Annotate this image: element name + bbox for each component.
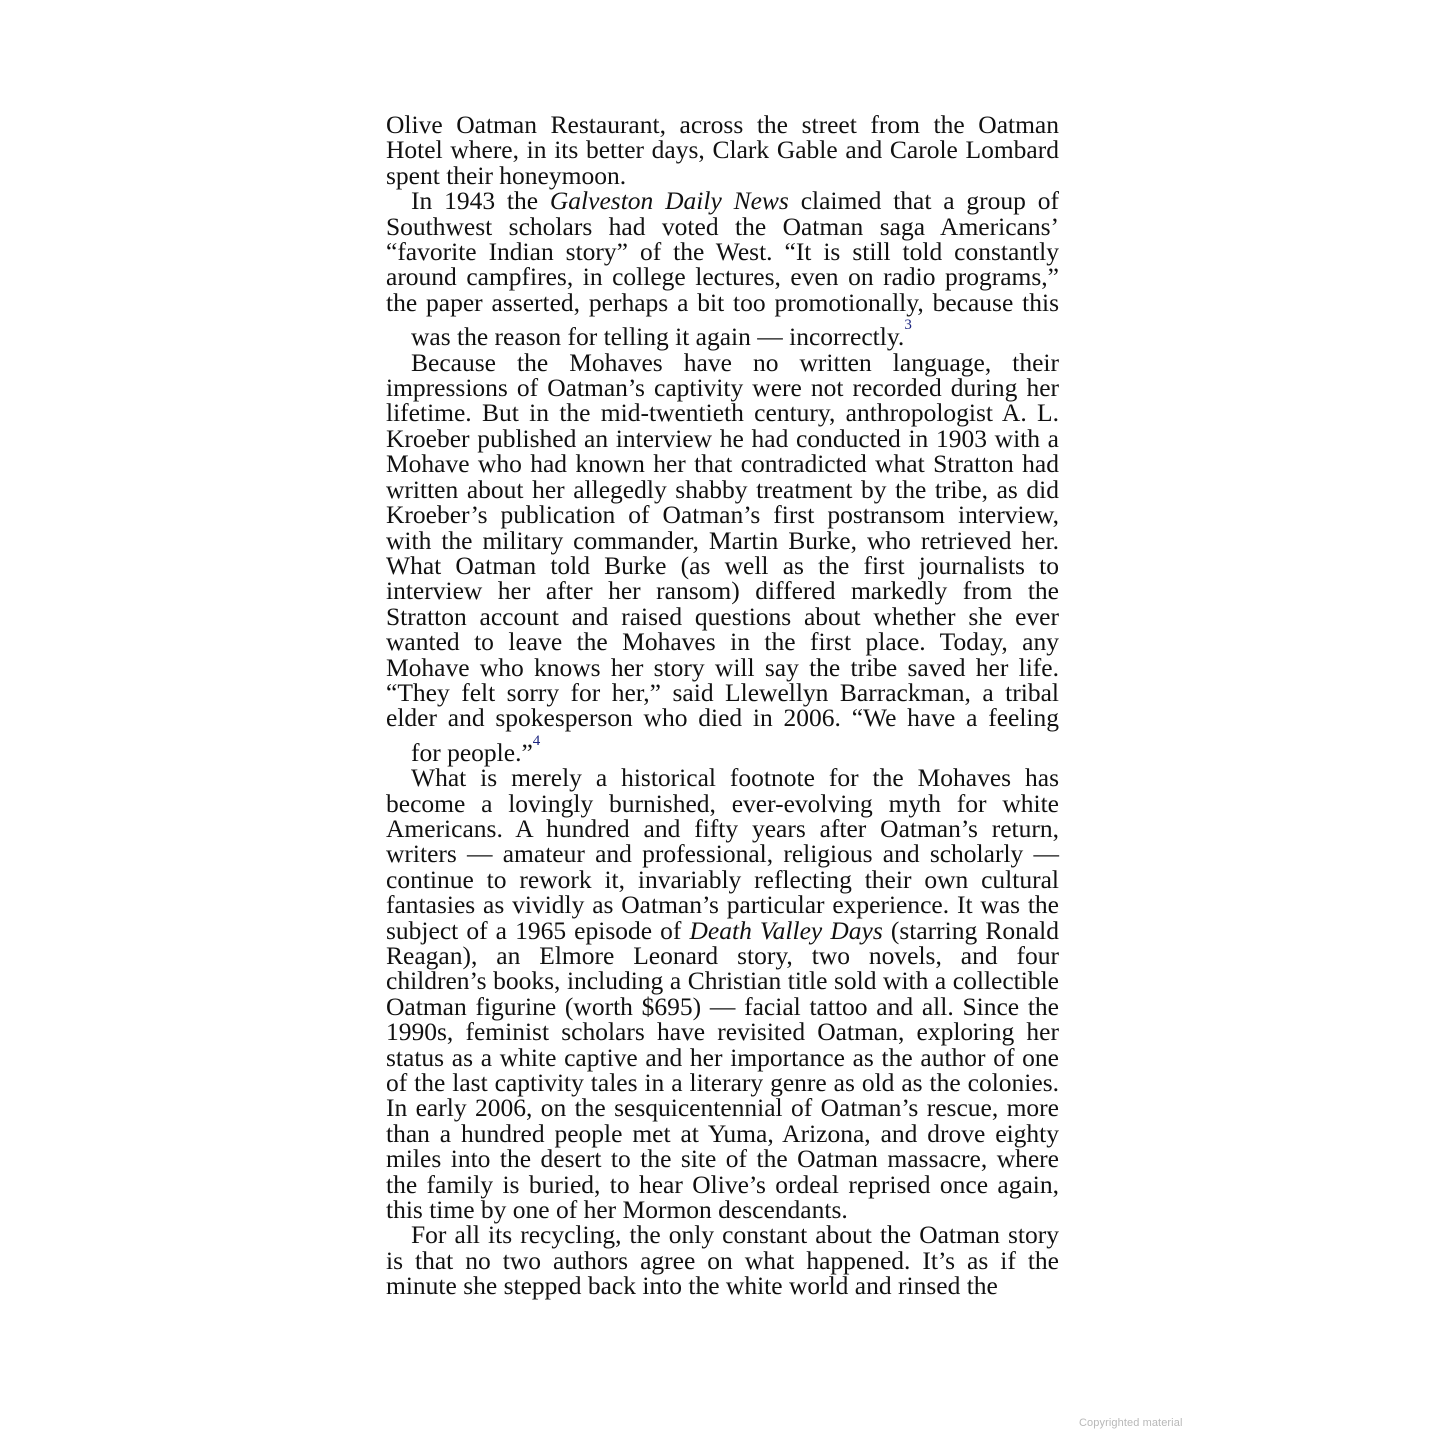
paragraph-3-text: Because the Mohaves have no written language, their impressions of Oatman’s captivity were not recorded during her lifetime. But in the mid-twentieth century, anthropologist A. L. Kroeber published an interview he had conducted in 1903 with a Mohave who had known her that contradicted what Stratton had written about her allegedly shabby treatment by the tribe, as did Kroeber’s publication of Oatman’s first postransom interview, with the military commander, Martin Burke, who retrieved her. What Oatman told Burke (as well as the first journalists to interview her after her ransom) differed markedly from the Stratton account and raised questions about whether she ever wanted to leave the Mohaves in the first place. Today, any Mohave who knows her story will say the tribe saved her life. “They felt sorry for her,” said Llewellyn Barrackman, a tribal elder and spokesperson who died in 2006. “We have a feeling bbox=[386, 347, 1059, 733]
paragraph-3-last-line bbox=[386, 731, 540, 765]
paragraph-3 bbox=[386, 347, 1059, 767]
paragraph-4-text-start: What is merely a historical footnote for the Mohaves has become a lovingly burnished, ever-evolving myth for white Americans. A hundred and fifty years after Oatman’s return, writers — amateur and professional, religious and scholarly — continue to rework it, invariably reflecting their own cultural fantasies as vividly as Oatman’s particular experience. It was the subject of a 1965 episode of bbox=[386, 763, 1059, 945]
footnote-link-3[interactable]: 3 bbox=[904, 317, 912, 334]
paragraph-1 bbox=[386, 112, 1059, 188]
paragraph-2-last-line bbox=[386, 315, 912, 352]
paragraph-3-text-end: for people.” bbox=[411, 737, 533, 767]
paragraph-2-text-start: In 1943 the bbox=[411, 186, 550, 216]
paragraph-2-text-end: was the reason for telling it again — incorrectly. bbox=[411, 322, 905, 352]
paragraph-2-text-middle: claimed that a group of Southwest scholars had voted the Oatman saga Americans’ “favorite Indian story” of the West. “It is still told constantly around campfires, in college lectures, even on radio programs,” the paper asserted, perhaps a bit too promotionally, because this bbox=[386, 186, 1059, 317]
paragraph-1-text: Olive Oatman Restaurant, across the street from the Oatman Hotel where, in its better days, Clark Gable and Carole Lombard spent their honeymoon. bbox=[386, 110, 1059, 190]
book-page bbox=[386, 112, 1059, 1299]
copyright-watermark: Copyrighted material bbox=[1079, 1417, 1183, 1429]
newspaper-title: Galveston Daily News bbox=[549, 186, 789, 216]
paragraph-2 bbox=[386, 186, 1059, 352]
paragraph-5 bbox=[386, 1220, 1059, 1301]
paragraph-5-text: For all its recycling, the only constant about the Oatman story is that no two authors agree on what happened. It’s as if the minute she stepped back into the white world and rinsed the bbox=[386, 1220, 1059, 1301]
paragraph-4 bbox=[386, 763, 1059, 1225]
tv-series-title: Death Valley Days bbox=[689, 915, 883, 945]
footnote-link-4[interactable]: 4 bbox=[532, 732, 541, 749]
paragraph-4-text-end: (starring Ronald Reagan), an Elmore Leonard story, two novels, and four children’s books, including a Christian title sold with a collectible Oatman figurine (worth $695) — facial tattoo and all. Since the 1990s, feminist scholars have revisited Oatman, exploring her status as a white captive and her importance as the author of one of the last captivity tales in a literary genre as old as the colonies. In early 2006, on the sesquicentennial of Oatman’s rescue, more than a hundred people met at Yuma, Arizona, and drove eighty miles into the desert to the site of the Oatman massacre, where the family is buried, to hear Olive’s ordeal reprised once again, this time by one of her Mormon descendants. bbox=[386, 915, 1059, 1225]
